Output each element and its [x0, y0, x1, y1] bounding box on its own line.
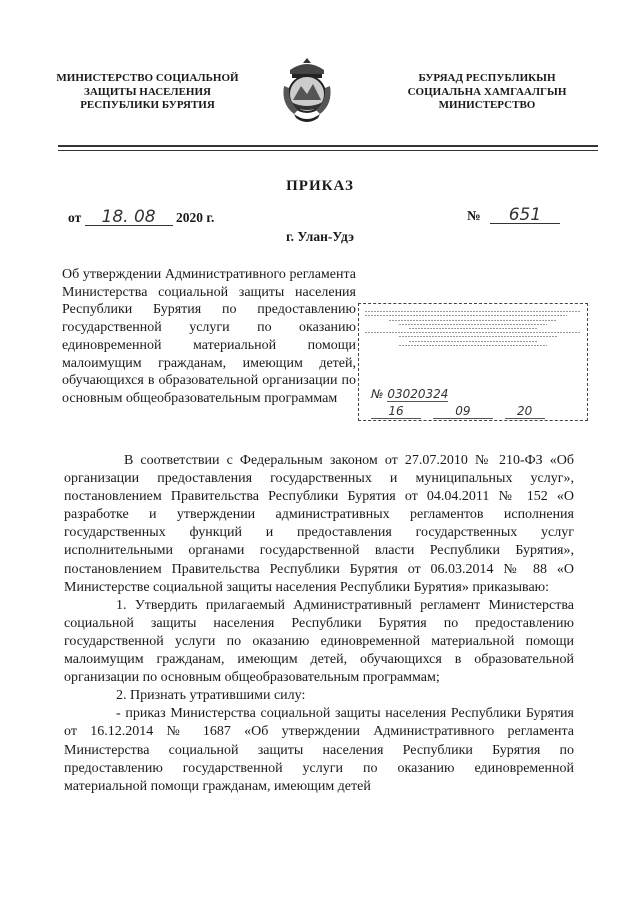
date-prefix: от	[68, 210, 82, 225]
header-divider-thin	[58, 150, 598, 151]
document-title: ПРИКАЗ	[286, 178, 354, 194]
body-paragraph: В соответствии с Федеральным законом от 27.07.2010 № 210-ФЗ «Об организации предоставления государственных и муниципальных услуг», постановлением Правительства Республики Бурятия от 04.04.2011 № 152 «О разработке и утверждении административных регламентов исполнения государственных функций и предоставления государственных услуг исполнительными органами государственной власти Республики Бурятия», постановлением Правительства Республики Бурятия от 06.03.2014 № 88 «О Министерстве социальной защиты населения Республики Бурятия» приказываю:	[64, 453, 574, 595]
city: г. Улан-Удэ	[286, 229, 354, 244]
header-line: РЕСПУБЛИКИ БУРЯТИЯ	[80, 99, 215, 111]
header-line: ЗАЩИТЫ НАСЕЛЕНИЯ	[84, 85, 211, 98]
order-date	[68, 209, 214, 226]
order-body	[64, 452, 574, 796]
stamp-reg-prefix: №	[371, 387, 384, 401]
stamp-year: 20	[505, 404, 545, 419]
stamp-reg-value: 03020324	[387, 387, 449, 401]
order-number	[467, 207, 560, 224]
body-paragraph: - приказ Министерства социальной защиты населения Республики Бурятия от 16.12.2014 № 1687 «Об утверждении Административного регламента Министерства социальной защиты населения Республики Бурятия по предоставлению государственной услуги по оказанию единовременной материальной помощи гражданам, имеющим детей	[64, 706, 574, 794]
stamp-month: 09	[433, 404, 493, 419]
body-paragraph: 2. Признать утратившими силу:	[116, 688, 306, 704]
header-divider	[58, 145, 598, 147]
ministry-name-buryat	[392, 72, 582, 113]
number-prefix: №	[467, 208, 481, 223]
ministry-name-russian	[55, 72, 240, 113]
date-year: 2020 г.	[175, 210, 215, 225]
buryatia-coat-of-arms-icon	[278, 56, 336, 126]
stamp-text-lines	[359, 304, 587, 346]
body-paragraph: 1. Утвердить прилагаемый Административный регламент Министерства социальной защиты населения Республики Бурятия по предоставлению государственной услуги по оказанию единовременной материальной помощи малоимущим гражданам, имеющим детей, обучающихся в образовательной организации по основным общеобразовательным программам;	[64, 597, 574, 686]
order-subject: Об утверждении Административного регламента Министерства социальной защиты населения Республики Бурятия по предоставлению государственной услуги по оказанию единовременной материальной помощи малоимущим гражданам, имеющим детей, обучающихся в образовательной организации по основным общеобразовательным программам	[62, 267, 356, 406]
registration-stamp	[358, 303, 588, 421]
date-handwritten: 18. 08	[85, 209, 173, 226]
stamp-reg-number	[371, 387, 448, 401]
header-line: БУРЯАД РЕСПУБЛИКЫН	[418, 72, 556, 84]
stamp-date	[371, 404, 545, 419]
stamp-day: 16	[371, 404, 421, 419]
header-line: МИНИСТЕРСТВО	[438, 99, 536, 111]
header-line: МИНИСТЕРСТВО СОЦИАЛЬНОЙ	[56, 72, 239, 84]
number-handwritten: 651	[490, 207, 560, 224]
header-line: СОЦИАЛЬНА ХАМГААЛГЫН	[407, 85, 567, 98]
